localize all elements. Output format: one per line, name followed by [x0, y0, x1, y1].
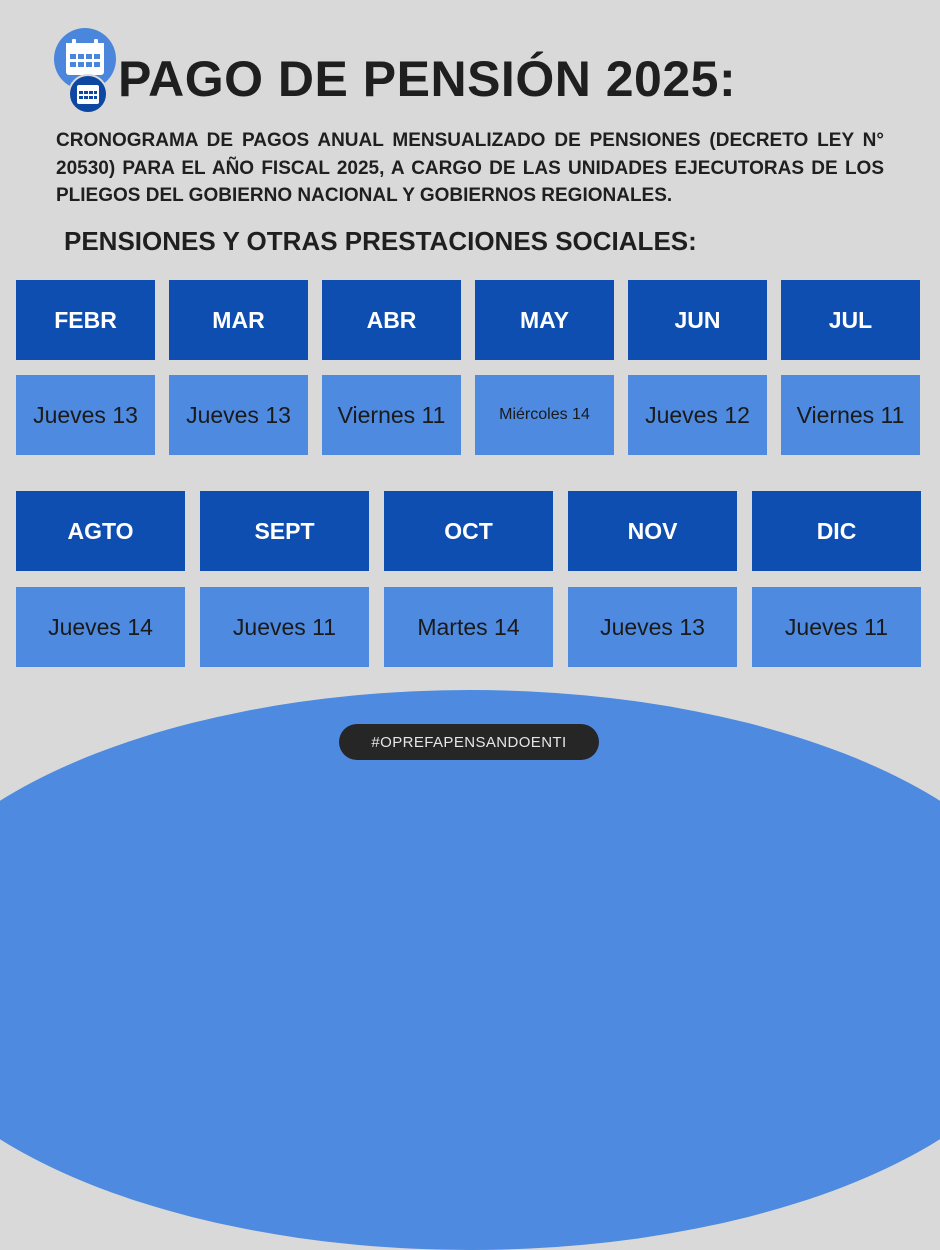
schedule-row-months-1: [0, 280, 920, 360]
section-title: PENSIONES Y OTRAS PRESTACIONES SOCIALES:: [64, 226, 697, 256]
page-subtitle: CRONOGRAMA DE PAGOS ANUAL MENSUALIZADO DE PENSIONES (DECRETO LEY N° 20530) PARA EL AÑO FISCAL 2025, A CARGO DE LAS UNIDADES EJECUTORAS DE LOS PLIEGOS DEL GOBIERNO NACIONAL Y GOBIERNOS REGIONALES.: [56, 130, 884, 206]
month-cell: ABR: [322, 280, 461, 360]
day-cell: Jueves 13: [169, 375, 308, 455]
month-cell: NOV: [568, 491, 737, 571]
month-cell: AGTO: [16, 491, 185, 571]
day-cell: Jueves 13: [568, 587, 737, 667]
page-title: PAGO DE PENSIÓN 2025:: [118, 51, 737, 107]
month-cell: MAY: [475, 280, 614, 360]
month-cell: JUN: [628, 280, 767, 360]
schedule-row-days-1: [0, 375, 920, 455]
day-cell: Jueves 14: [16, 587, 185, 667]
month-cell: MAR: [169, 280, 308, 360]
day-cell: Jueves 11: [752, 587, 921, 667]
day-cell: Viernes 11: [781, 375, 920, 455]
day-cell: Jueves 11: [200, 587, 369, 667]
month-cell: JUL: [781, 280, 920, 360]
month-cell: DIC: [752, 491, 921, 571]
day-cell: Martes 14: [384, 587, 553, 667]
month-cell: SEPT: [200, 491, 369, 571]
month-cell: OCT: [384, 491, 553, 571]
schedule-row-days-2: [0, 587, 921, 667]
schedule-row-months-2: [0, 491, 921, 571]
day-cell: Jueves 13: [16, 375, 155, 455]
day-cell: Miércoles 14: [475, 375, 614, 455]
day-cell: Viernes 11: [322, 375, 461, 455]
hashtag-pill: #OPREFAPENSANDOENTI: [339, 724, 599, 760]
calendar-icon: [68, 74, 108, 114]
decorative-arc: [0, 690, 940, 1250]
day-cell: Jueves 12: [628, 375, 767, 455]
calendar-icon-graphic: [70, 76, 106, 112]
month-cell: FEBR: [16, 280, 155, 360]
